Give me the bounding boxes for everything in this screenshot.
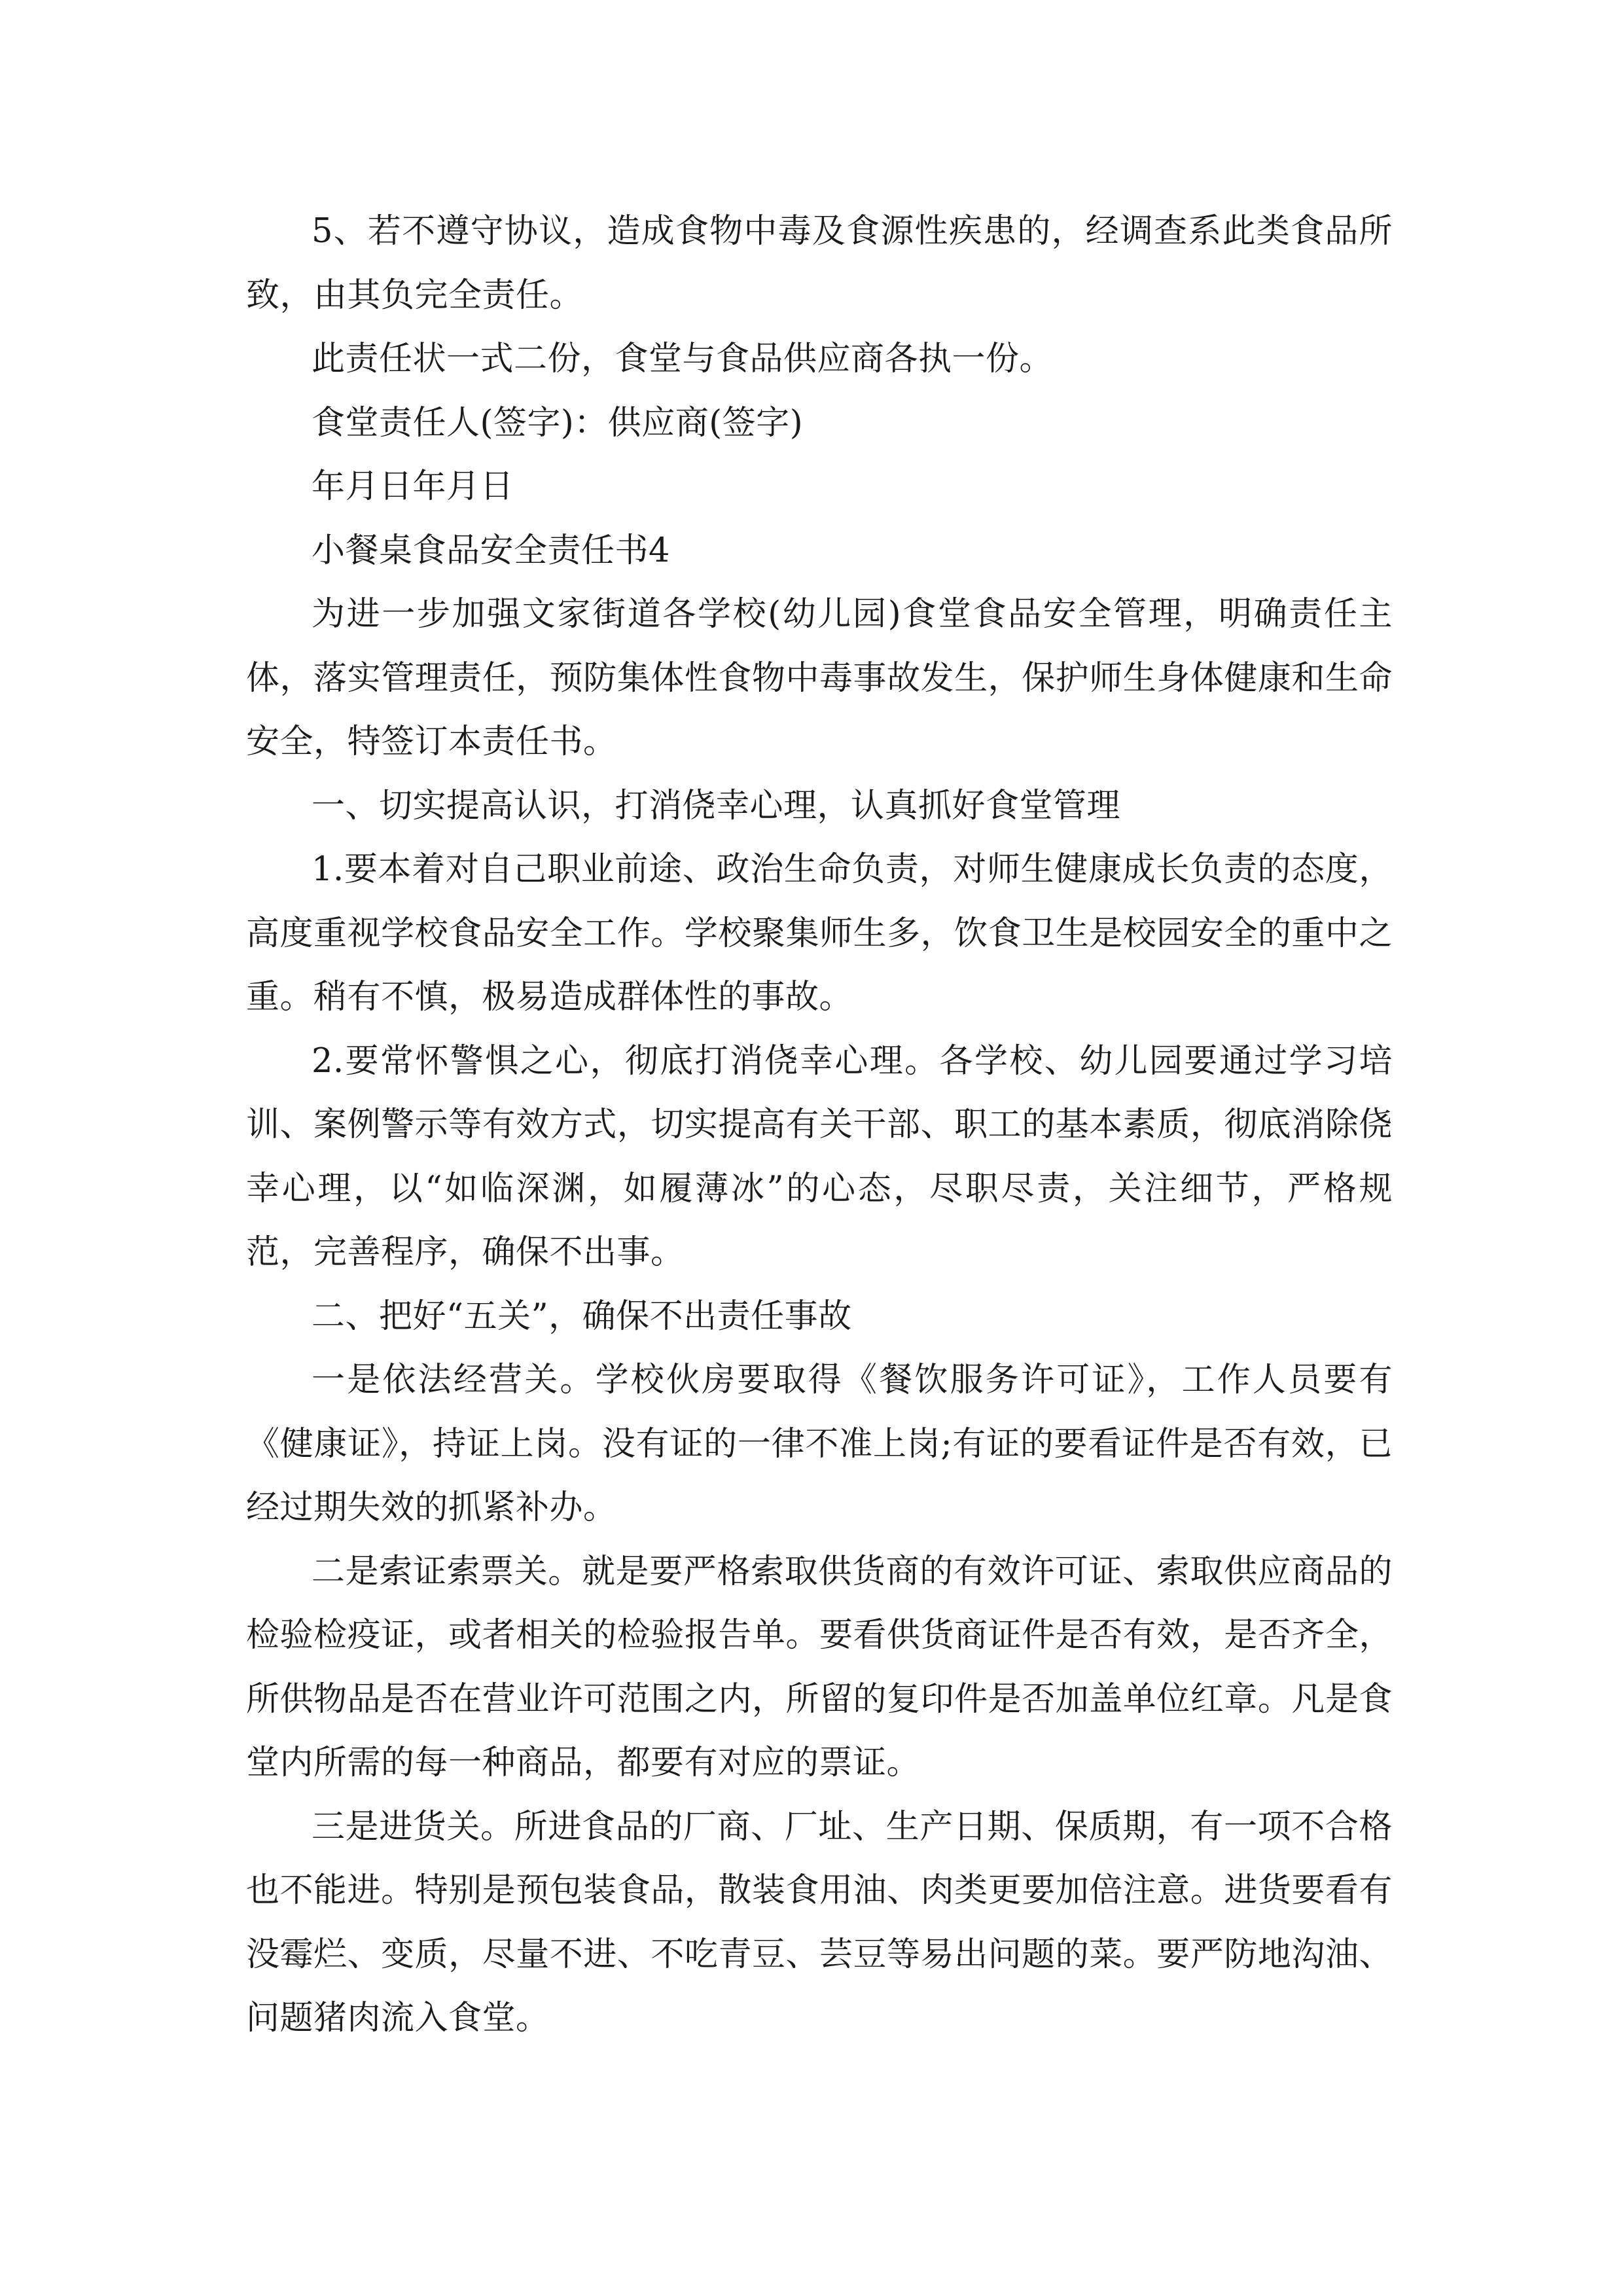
section-title: 小餐桌食品安全责任书4 [312,531,670,570]
paragraph-date-line: 年月日年月日 [312,467,514,506]
paragraph-copies-note: 此责任状一式二份，食堂与食品供应商各执一份。 [312,340,1054,378]
paragraph-signature-line: 食堂责任人(签字)：供应商(签字) [312,403,804,442]
document-body [246,200,1393,2051]
heading-part-1: 一、切实提高认识，打消侥幸心理，认真抓好食堂管理 [312,786,1121,825]
paragraph-intro: 为进一步加强文家街道各学校(幼儿园)食堂食品安全管理，明确责任主体，落实管理责任，预防集体性食物中毒事故发生，保护师生身体健康和生命安全，特签订本责任书。 [246,595,1393,761]
paragraph-item-1: 1.要本着对自己职业前途、政治生命负责，对师生健康成长负责的态度，高度重视学校食品安全工作。学校聚集师生多，饮食卫生是校园安全的重中之重。稍有不慎，极易造成群体性的事故。 [246,850,1393,1016]
paragraph-item-2: 2.要常怀警惧之心，彻底打消侥幸心理。各学校、幼儿园要通过学习培训、案例警示等有效方式，切实提高有关干部、职工的基本素质，彻底消除侥幸心理，以“如临深渊，如履薄冰”的心态，尽职尽责，关注细节，严格规范，完善程序，确保不出事。 [246,1041,1393,1272]
paragraph-gate-3: 三是进货关。所进食品的厂商、厂址、生产日期、保质期，有一项不合格也不能进。特别是预包装食品，散装食用油、肉类更要加倍注意。进货要看有没霉烂、变质，尽量不进、不吃青豆、芸豆等易出问题的菜。要严防地沟油、问题猪肉流入食堂。 [246,1807,1393,2037]
paragraph-clause-5: 5、若不遵守协议，造成食物中毒及食源性疾患的，经调查系此类食品所致，由其负完全责任。 [246,212,1393,315]
heading-part-2: 二、把好“五关”，确保不出责任事故 [312,1297,852,1336]
paragraph-gate-1: 一是依法经营关。学校伙房要取得《餐饮服务许可证》，工作人员要有《健康证》，持证上岗。没有证的一律不准上岗;有证的要看证件是否有效，已经过期失效的抓紧补办。 [246,1361,1393,1527]
paragraph-gate-2: 二是索证索票关。就是要严格索取供货商的有效许可证、索取供应商品的检验检疫证，或者相关的检验报告单。要看供货商证件是否有效，是否齐全，所供物品是否在营业许可范围之内，所留的复印件是否加盖单位红章。凡是食堂内所需的每一种商品，都要有对应的票证。 [246,1552,1393,1782]
